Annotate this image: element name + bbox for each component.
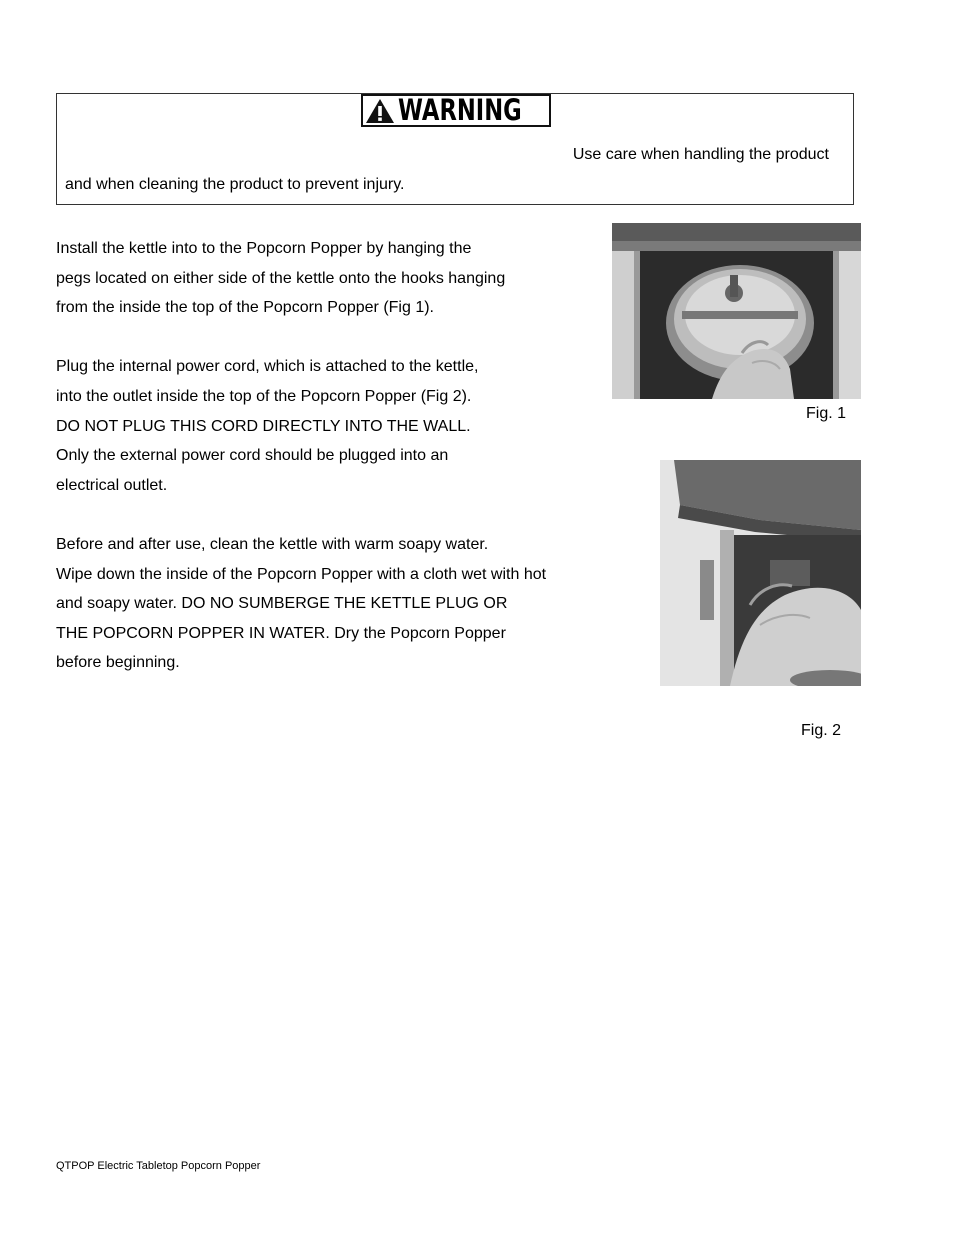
text-line: and soapy water. DO NO SUMBERGE THE KETTLE PLUG OR (56, 595, 508, 613)
fig2-photo (660, 460, 861, 686)
text-line: THE POPCORN POPPER IN WATER. Dry the Popcorn Popper (56, 624, 506, 642)
warning-label: WARNING (397, 93, 522, 127)
instructions (56, 234, 616, 708)
fig1-photo (612, 223, 861, 399)
footer-text: QTPOP Electric Tabletop Popcorn Popper (56, 1160, 261, 1172)
install-kettle-paragraph (56, 234, 616, 323)
fig2-caption: Fig. 2 (801, 722, 842, 739)
text-line: electrical outlet. (56, 476, 168, 494)
text-line: Wipe down the inside of the Popcorn Popper with a cloth wet with hot (56, 565, 547, 583)
text-line: Before and after use, clean the kettle with warm soapy water. (56, 535, 489, 553)
power-cord-paragraph (56, 352, 616, 500)
warning-triangle-icon (365, 98, 395, 124)
text-line: from the inside the top of the Popcorn Popper (Fig 1). (56, 299, 434, 317)
fig1-caption: Fig. 1 (806, 405, 847, 422)
text-line: before beginning. (56, 654, 180, 672)
warning-sign (361, 94, 551, 127)
text-line: Only the external power cord should be plugged into an (56, 447, 449, 465)
text-line: DO NOT PLUG THIS CORD DIRECTLY INTO THE WALL. (56, 417, 471, 435)
text-line: into the outlet inside the top of the Popcorn Popper (Fig 2). (56, 387, 472, 405)
warning-text-line2: and when cleaning the product to prevent injury. (65, 176, 405, 193)
text-line: pegs located on either side of the kettle onto the hooks hanging (56, 269, 506, 287)
text-line: Plug the internal power cord, which is attached to the kettle, (56, 358, 479, 376)
warning-box (56, 93, 854, 205)
warning-text-line1: Use care when handling the product (572, 146, 829, 163)
cleaning-paragraph (56, 530, 616, 678)
text-line: Install the kettle into to the Popcorn Popper by hanging the (56, 240, 472, 257)
